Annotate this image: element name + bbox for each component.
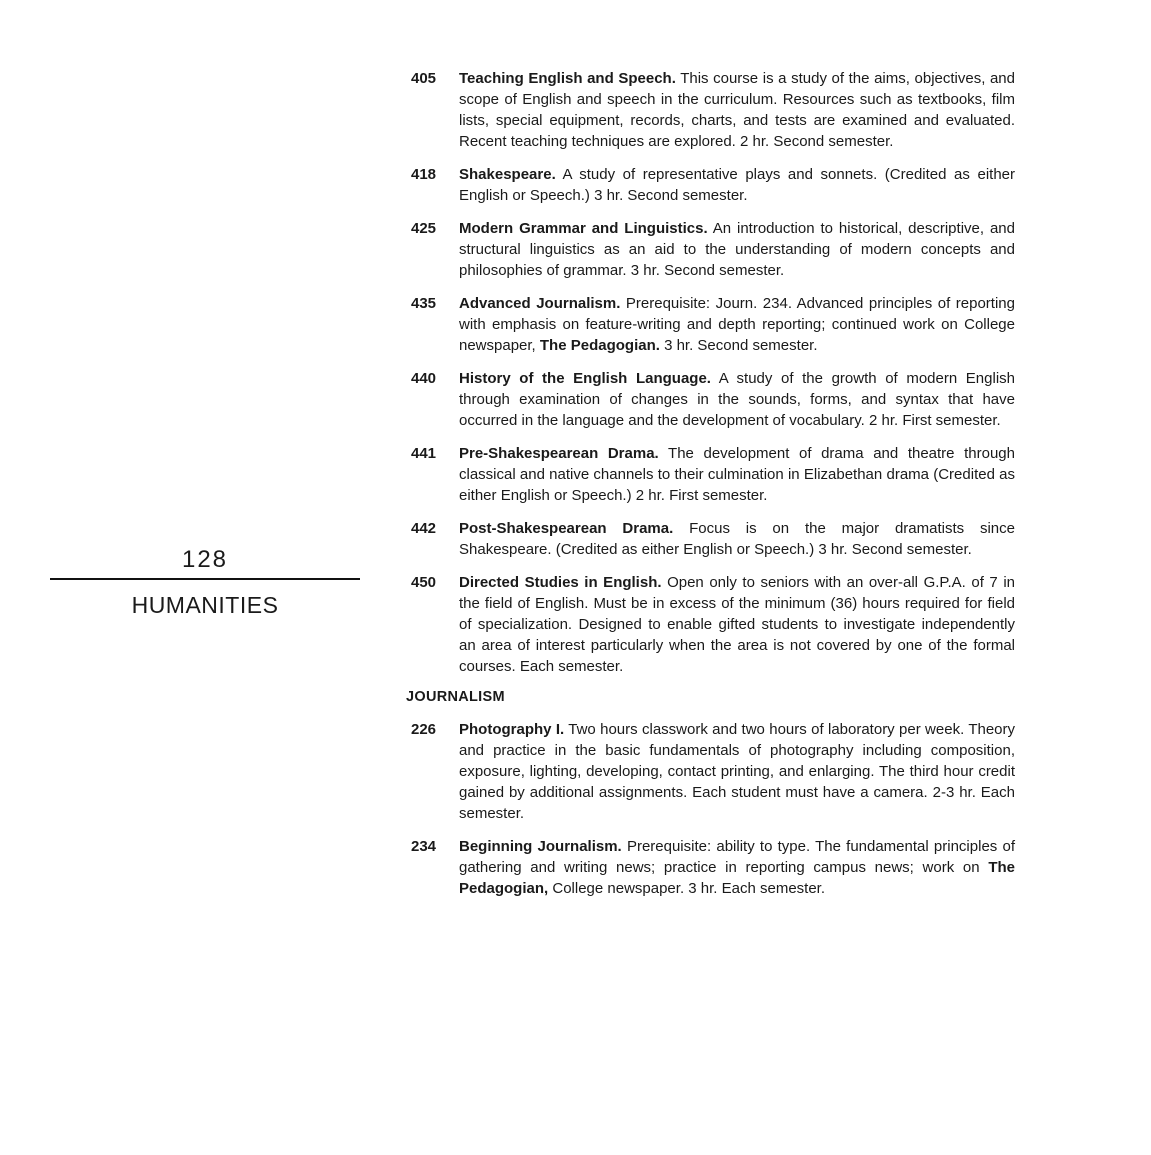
course-description	[459, 719, 1015, 824]
course-entry	[403, 572, 1015, 677]
course-description	[459, 518, 1015, 560]
course-title: Teaching English and Speech.	[459, 70, 676, 87]
course-entry	[403, 218, 1015, 281]
course-number: 442	[411, 520, 437, 537]
course-description	[459, 572, 1015, 677]
course-number: 441	[411, 445, 437, 462]
course-text: Prerequisite: Journ. 234. Advanced principles of reporting with emphasis on feature-writing and depth reporting; continued work on College newspaper,	[459, 295, 1015, 354]
course-text: Focus is on the major dramatists since Shakespeare. (Credited as either English or Speech.) 3 hr. Second semester.	[459, 520, 1015, 558]
course-entry	[403, 443, 1015, 506]
course-entry	[403, 836, 1015, 899]
section-title: HUMANITIES	[131, 592, 279, 618]
course-title: Directed Studies in English.	[459, 574, 662, 591]
course-description	[459, 293, 1015, 356]
course-title: Photography I.	[459, 721, 565, 738]
course-entry	[403, 719, 1015, 824]
course-text: Prerequisite: ability to type. The fundamental principles of gathering and writing news; practice in reporting campus news; work on	[459, 838, 1015, 876]
course-entry	[403, 518, 1015, 560]
course-title: Post-Shakespearean Drama.	[459, 520, 674, 537]
course-list	[403, 68, 1015, 911]
course-description	[459, 218, 1015, 281]
newspaper-name: The Pedagogian,	[459, 859, 1015, 897]
newspaper-name: The Pedagogian.	[539, 337, 660, 354]
course-entry	[403, 293, 1015, 356]
course-number: 440	[411, 370, 437, 387]
course-number: 435	[411, 295, 437, 312]
course-text-after: College newspaper. 3 hr. Each semester.	[548, 880, 826, 897]
course-title: History of the English Language.	[459, 370, 711, 387]
course-description	[459, 443, 1015, 506]
course-text: The development of drama and theatre through classical and native channels to their culmination in Elizabethan drama (Credited as either English or Speech.) 2 hr. First semester.	[459, 445, 1015, 504]
course-description	[459, 368, 1015, 431]
journalism-heading: JOURNALISM	[406, 689, 505, 705]
course-number: 450	[411, 574, 437, 591]
course-description	[459, 68, 1015, 152]
course-text: A study of the growth of modern English through examination of changes in the sounds, forms, and syntax that have occurred in the language and the development of vocabulary. 2 hr. First semester.	[459, 370, 1016, 429]
course-title: Modern Grammar and Linguistics.	[459, 220, 708, 237]
course-text: This course is a study of the aims, objectives, and scope of English and speech in the curriculum. Resources such as textbooks, film lists, special equipment, records, charts, and tests are examined and evaluated. Recent teaching techniques are explored. 2 hr. Second semester.	[459, 70, 1015, 150]
course-number: 234	[411, 838, 437, 855]
course-text: Two hours classwork and two hours of laboratory per week. Theory and practice in the basic fundamentals of photography including composition, exposure, lighting, developing, contact printing, and enlarging. The third hour credit gained by additional assignments. Each student must have a camera. 2-3 hr. Each semester.	[459, 721, 1016, 822]
course-text-after: 3 hr. Second semester.	[659, 337, 818, 354]
course-entry	[403, 368, 1015, 431]
course-description	[459, 836, 1015, 899]
divider-rule	[50, 578, 360, 580]
course-description	[459, 164, 1015, 206]
course-title: Pre-Shakespearean Drama.	[459, 445, 659, 462]
course-title: Advanced Journalism.	[459, 295, 621, 312]
course-number: 226	[411, 721, 437, 738]
course-text: Open only to seniors with an over-all G.P.A. of 7 in the field of English. Must be in excess of the minimum (36) hours required for field of specialization. Designed to enable gifted students to investigate independently an area of interest particularly when the area is not covered by one of the formal courses. Each semester.	[459, 574, 1015, 675]
course-number: 425	[411, 220, 437, 237]
course-entry	[403, 68, 1015, 152]
course-number: 418	[411, 166, 437, 183]
course-entry	[403, 164, 1015, 206]
course-text: An introduction to historical, descriptive, and structural linguistics as an aid to the understanding of modern concepts and philosophies of grammar. 3 hr. Second semester.	[459, 220, 1015, 279]
course-text: A study of representative plays and sonnets. (Credited as either English or Speech.) 3 hr. Second semester.	[459, 166, 1015, 204]
course-title: Beginning Journalism.	[459, 838, 622, 855]
page-number: 128	[181, 546, 229, 573]
course-number: 405	[411, 70, 437, 87]
course-title: Shakespeare.	[459, 166, 556, 183]
